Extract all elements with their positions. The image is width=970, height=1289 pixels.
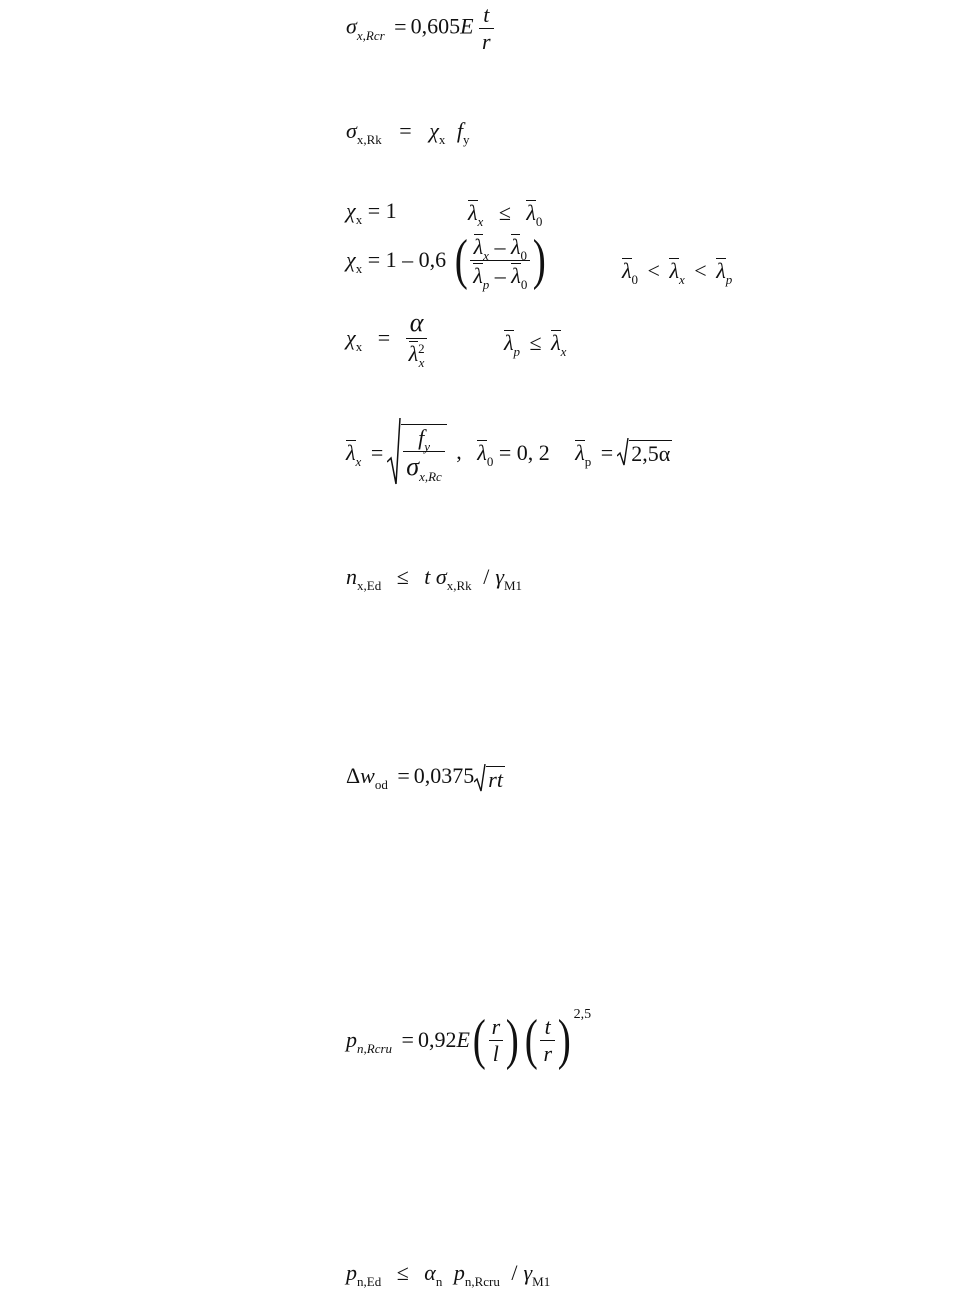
fraction-r-over-l: $\frac{r}{l}$ [489, 1016, 504, 1065]
fraction-t-over-r-2: $\frac{t}{r}$ [540, 1016, 555, 1065]
condition-row3: $\lambda_p \le \lambda_x$ [504, 330, 567, 359]
equation-chi-row2: $\chi_x = 1 - 0,6$ ( $\frac{\lambda_x - \lambda_0}{\lambda_p - \lambda_0}$ ) [346, 229, 547, 292]
condition-row2: $\lambda_0 < \lambda_x < \lambda_p$ [622, 258, 733, 287]
equation-p-n-rcru: $p_{n,Rcru} = 0,92E$( $\frac{r}{l}$ )( $\frac{t}{r}$ ) $^{2,5}$ [346, 1007, 592, 1071]
equation-p-n-ed: $p_{n,Ed} \le \alpha_n$ $p_{n,Rcru} / \gamma_{M1}$ [346, 1260, 551, 1289]
equation-sigma-x-rk: $\sigma_{x,Rk} = \chi_x$ $f_y$ [346, 118, 470, 147]
alpha-over-lambda-squared: $\frac{\alpha}{\lambda^2_x}$ [406, 310, 428, 365]
sigma-symbol: σ [346, 13, 357, 39]
lambda-ratio-fraction: $\frac{\lambda_x - \lambda_0}{\lambda_p - \lambda_0}$ [470, 234, 530, 287]
equation-sigma-x-rcr: $\sigma_{x,Rcr} = 0,605E$ $\frac{t}{r}$ [346, 4, 494, 53]
equation-delta-w-od: $\Delta w_{od} = 0,0375$ rt [346, 763, 503, 793]
fraction-t-over-r: $\frac{t}{r}$ [479, 4, 494, 53]
equation-lambda-definitions: $\lambda_x$ = $\frac{f_y}{\sigma_{x,Rc}}$ , $\lambda_0 = 0$, 2 $\lambda_p = 2,5\alpha$ [346, 418, 672, 486]
equation-chi-row3: $\chi_x$ = $\frac{\alpha}{\lambda^2_x}$ [346, 310, 427, 365]
condition-row1: $\lambda_x \le \lambda_0$ [468, 200, 543, 229]
equation-chi-row1: $\chi_x = 1$ [346, 198, 397, 227]
equation-n-x-ed: $n_{x,Ed} \le t$ $\sigma_{x,Rk} / \gamma_{M1}$ [346, 564, 523, 593]
sqrt-fy-over-sigma: $\frac{f_y}{\sigma_{x,Rc}}$ [387, 418, 447, 486]
sqrt-2-5-alpha: 2,5α [617, 438, 672, 466]
sqrt-rt: rt [474, 764, 505, 792]
